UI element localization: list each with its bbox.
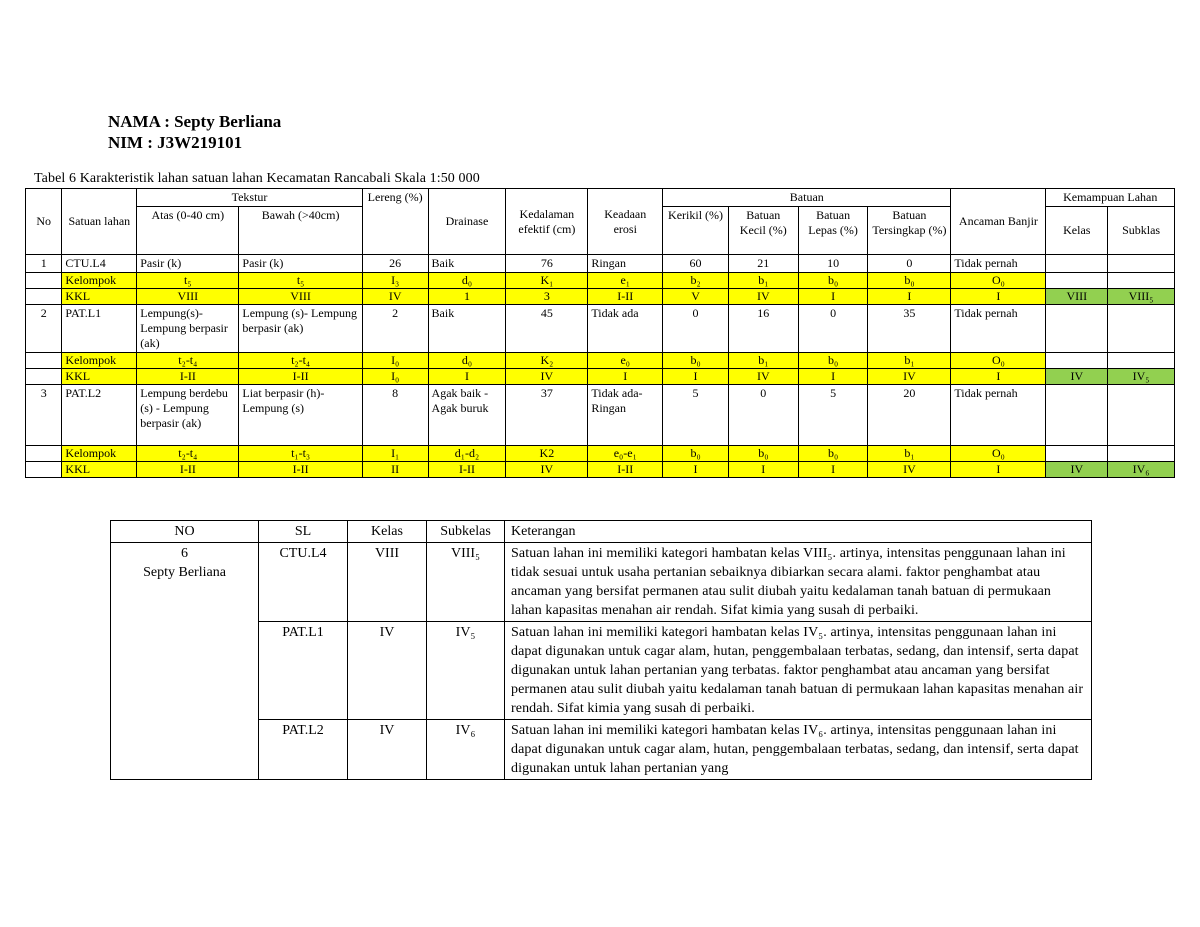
cell-batuan-tersingkap: I bbox=[868, 289, 951, 305]
cell-batuan-lepas: b₀ bbox=[798, 446, 868, 462]
cell-banjir: Tidak pernah bbox=[951, 255, 1046, 273]
header-row-1 bbox=[26, 189, 1175, 207]
cell-erosi: I-II bbox=[588, 462, 663, 478]
cell-kedalaman: K2 bbox=[506, 446, 588, 462]
summary-no: 6 bbox=[181, 546, 188, 561]
cell-kelas bbox=[1046, 446, 1108, 462]
cell-no: 2 bbox=[26, 305, 62, 353]
cell-kerikil: b₂ bbox=[663, 273, 729, 289]
cell-batuan-kecil: b₁ bbox=[728, 353, 798, 369]
cell-drainase: I bbox=[428, 369, 506, 385]
cell-batuan-tersingkap: IV bbox=[868, 369, 951, 385]
cell-keterangan: Satuan lahan ini memiliki kategori hambatan kelas IV₆. artinya, intensitas penggunaan lahan ini dapat digunakan untuk cagar alam, hutan, penggembalaan terbatas, sedang, dan intensif, serta dapat digunakan untuk lahan pertanian yang bbox=[505, 720, 1092, 780]
cell-banjir: Tidak pernah bbox=[951, 385, 1046, 446]
cell-batuan-lepas: b₀ bbox=[798, 273, 868, 289]
cell-batuan-kecil: IV bbox=[728, 289, 798, 305]
cell-drainase: Baik bbox=[428, 305, 506, 353]
cell-sl: PAT.L1 bbox=[259, 622, 348, 720]
cell-subkelas bbox=[1108, 273, 1175, 289]
summary-name: Septy Berliana bbox=[143, 565, 226, 580]
cell-atas: t₅ bbox=[137, 273, 239, 289]
kkl-row bbox=[26, 289, 1175, 305]
student-header bbox=[108, 111, 281, 153]
cell-keterangan: Satuan lahan ini memiliki kategori hambatan kelas VIII₅. artinya, intensitas penggunaan lahan ini tidak sesuai untuk usaha pertanian sebaiknya dibiarkan secara alami. faktor penghambat atau ancaman yang bersifat permanen atau sulit diubah yaitu kedalaman tanah batuan di permukaan lahan kapasitas menahan air rendah. Sifat kimia yang susah di perbaiki. bbox=[505, 543, 1092, 622]
cell-batuan-tersingkap: b₁ bbox=[868, 446, 951, 462]
cell-no bbox=[26, 273, 62, 289]
cell-subkelas bbox=[1108, 255, 1175, 273]
col-header-kerikil: Kerikil (%) bbox=[663, 207, 729, 255]
cell-no bbox=[26, 369, 62, 385]
cell-kedalaman: IV bbox=[506, 369, 588, 385]
cell-batuan-lepas: I bbox=[798, 289, 868, 305]
cell-lereng: I₃ bbox=[362, 273, 428, 289]
cell-drainase: 1 bbox=[428, 289, 506, 305]
cell-kelas bbox=[1046, 353, 1108, 369]
cell-atas: t₂-t₄ bbox=[137, 353, 239, 369]
cell-batuan-tersingkap: 35 bbox=[868, 305, 951, 353]
cell-kerikil: 5 bbox=[663, 385, 729, 446]
col-header-satuan-lahan: Satuan lahan bbox=[62, 189, 137, 255]
cell-erosi: e₀ bbox=[588, 353, 663, 369]
land-characteristics-table bbox=[25, 188, 1175, 478]
cell-atas: VIII bbox=[137, 289, 239, 305]
col-header-batuan: Batuan bbox=[663, 189, 951, 207]
cell-erosi: e₁ bbox=[588, 273, 663, 289]
cell-label: KKL bbox=[62, 369, 137, 385]
cell-batuan-kecil: IV bbox=[728, 369, 798, 385]
cell-atas: I-II bbox=[137, 462, 239, 478]
col-header-banjir: Ancaman Banjir bbox=[951, 189, 1046, 255]
cell-bawah: Pasir (k) bbox=[239, 255, 362, 273]
col-header-drainase: Drainase bbox=[428, 189, 506, 255]
cell-subkelas bbox=[1108, 385, 1175, 446]
cell-drainase: d₀ bbox=[428, 353, 506, 369]
cell-label: Kelompok bbox=[62, 273, 137, 289]
cell-bawah: VIII bbox=[239, 289, 362, 305]
col-header-no: NO bbox=[111, 521, 259, 543]
cell-satuan-lahan: PAT.L1 bbox=[62, 305, 137, 353]
cell-batuan-kecil: 21 bbox=[728, 255, 798, 273]
cell-batuan-kecil: b₁ bbox=[728, 273, 798, 289]
cell-label: KKL bbox=[62, 289, 137, 305]
cell-drainase: Agak baik -Agak buruk bbox=[428, 385, 506, 446]
cell-batuan-tersingkap: b₁ bbox=[868, 353, 951, 369]
kkl-row bbox=[26, 462, 1175, 478]
cell-no: 3 bbox=[26, 385, 62, 446]
col-header-tekstur: Tekstur bbox=[137, 189, 363, 207]
cell-lereng: I₁ bbox=[362, 446, 428, 462]
col-header-bawah: Bawah (>40cm) bbox=[239, 207, 362, 255]
cell-kedalaman: K₁ bbox=[506, 273, 588, 289]
cell-lereng: IV bbox=[362, 289, 428, 305]
cell-subkelas bbox=[1108, 446, 1175, 462]
col-header-no: No bbox=[26, 189, 62, 255]
cell-bawah: Liat berpasir (h)- Lempung (s) bbox=[239, 385, 362, 446]
col-header-subkelas: Subklas bbox=[1108, 207, 1175, 255]
cell-label: Kelompok bbox=[62, 446, 137, 462]
cell-batuan-tersingkap: IV bbox=[868, 462, 951, 478]
student-nim: NIM : J3W219101 bbox=[108, 133, 243, 152]
summary-header-row bbox=[111, 521, 1092, 543]
col-header-kelas: Kelas bbox=[348, 521, 427, 543]
cell-kerikil: b₀ bbox=[663, 446, 729, 462]
cell-kelas bbox=[1046, 385, 1108, 446]
cell-banjir: I bbox=[951, 369, 1046, 385]
cell-bawah: I-II bbox=[239, 369, 362, 385]
cell-bawah: I-II bbox=[239, 462, 362, 478]
cell-kelas: IV bbox=[348, 720, 427, 780]
col-header-sl: SL bbox=[259, 521, 348, 543]
cell-batuan-lepas: 0 bbox=[798, 305, 868, 353]
col-header-kemampuan: Kemampuan Lahan bbox=[1046, 189, 1175, 207]
cell-kelas: VIII bbox=[1046, 289, 1108, 305]
cell-label: KKL bbox=[62, 462, 137, 478]
cell-batuan-lepas: b₀ bbox=[798, 353, 868, 369]
cell-label: Kelompok bbox=[62, 353, 137, 369]
table-row bbox=[26, 255, 1175, 273]
cell-lereng: 26 bbox=[362, 255, 428, 273]
cell-batuan-lepas: I bbox=[798, 462, 868, 478]
col-header-atas: Atas (0-40 cm) bbox=[137, 207, 239, 255]
cell-no bbox=[26, 289, 62, 305]
kelompok-row bbox=[26, 273, 1175, 289]
col-header-lereng: Lereng (%) bbox=[362, 189, 428, 255]
cell-subkelas: VIII₅ bbox=[1108, 289, 1175, 305]
cell-bawah: t₅ bbox=[239, 273, 362, 289]
cell-kerikil: I bbox=[663, 462, 729, 478]
cell-no bbox=[26, 446, 62, 462]
cell-kedalaman: 76 bbox=[506, 255, 588, 273]
cell-kelas bbox=[1046, 305, 1108, 353]
cell-bawah: Lempung (s)- Lempung berpasir (ak) bbox=[239, 305, 362, 353]
cell-drainase: d₀ bbox=[428, 273, 506, 289]
cell-erosi: Tidak ada bbox=[588, 305, 663, 353]
cell-bawah: t₂-t₄ bbox=[239, 353, 362, 369]
table-row bbox=[26, 385, 1175, 446]
cell-drainase: d₁-d₂ bbox=[428, 446, 506, 462]
cell-kedalaman: 45 bbox=[506, 305, 588, 353]
cell-lereng: I₀ bbox=[362, 369, 428, 385]
kkl-row bbox=[26, 369, 1175, 385]
cell-erosi: Tidak ada- Ringan bbox=[588, 385, 663, 446]
cell-lereng: II bbox=[362, 462, 428, 478]
cell-batuan-kecil: I bbox=[728, 462, 798, 478]
cell-batuan-lepas: 5 bbox=[798, 385, 868, 446]
cell-kedalaman: IV bbox=[506, 462, 588, 478]
table-caption: Tabel 6 Karakteristik lahan satuan lahan Kecamatan Rancabali Skala 1:50 000 bbox=[34, 171, 480, 186]
cell-erosi: I-II bbox=[588, 289, 663, 305]
cell-lereng: 8 bbox=[362, 385, 428, 446]
cell-subkelas bbox=[1108, 305, 1175, 353]
cell-atas: I-II bbox=[137, 369, 239, 385]
cell-atas: t₂-t₄ bbox=[137, 446, 239, 462]
cell-bawah: t₁-t₃ bbox=[239, 446, 362, 462]
cell-satuan-lahan: CTU.L4 bbox=[62, 255, 137, 273]
cell-subkelas: IV₅ bbox=[427, 622, 505, 720]
cell-subkelas: IV₆ bbox=[1108, 462, 1175, 478]
cell-banjir: O₀ bbox=[951, 353, 1046, 369]
table-row bbox=[26, 305, 1175, 353]
cell-banjir: O₀ bbox=[951, 273, 1046, 289]
cell-drainase: Baik bbox=[428, 255, 506, 273]
cell-kelas: IV bbox=[348, 622, 427, 720]
cell-kerikil: I bbox=[663, 369, 729, 385]
cell-subkelas bbox=[1108, 353, 1175, 369]
cell-erosi: I bbox=[588, 369, 663, 385]
cell-banjir: O₀ bbox=[951, 446, 1046, 462]
cell-banjir: I bbox=[951, 462, 1046, 478]
cell-kerikil: b₀ bbox=[663, 353, 729, 369]
col-header-batuan-kecil: Batuan Kecil (%) bbox=[728, 207, 798, 255]
col-header-batuan-tersingkap: Batuan Tersingkap (%) bbox=[868, 207, 951, 255]
cell-kedalaman: K₂ bbox=[506, 353, 588, 369]
student-name: NAMA : Septy Berliana bbox=[108, 112, 282, 131]
cell-batuan-tersingkap: b₀ bbox=[868, 273, 951, 289]
cell-lereng: I₀ bbox=[362, 353, 428, 369]
cell-erosi: e₀-e₁ bbox=[588, 446, 663, 462]
cell-batuan-lepas: I bbox=[798, 369, 868, 385]
cell-no bbox=[26, 462, 62, 478]
cell-kelas bbox=[1046, 273, 1108, 289]
kelompok-row bbox=[26, 353, 1175, 369]
cell-kelas bbox=[1046, 255, 1108, 273]
cell-kerikil: 60 bbox=[663, 255, 729, 273]
cell-lereng: 2 bbox=[362, 305, 428, 353]
cell-batuan-lepas: 10 bbox=[798, 255, 868, 273]
capability-summary-table bbox=[110, 520, 1092, 780]
col-header-erosi: Keadaan erosi bbox=[588, 189, 663, 255]
col-header-keterangan: Keterangan bbox=[505, 521, 1092, 543]
cell-batuan-kecil: 0 bbox=[728, 385, 798, 446]
cell-banjir: Tidak pernah bbox=[951, 305, 1046, 353]
cell-batuan-kecil: b₀ bbox=[728, 446, 798, 462]
cell-drainase: I-II bbox=[428, 462, 506, 478]
cell-kerikil: 0 bbox=[663, 305, 729, 353]
cell-batuan-kecil: 16 bbox=[728, 305, 798, 353]
cell-kelas: IV bbox=[1046, 369, 1108, 385]
cell-atas: Pasir (k) bbox=[137, 255, 239, 273]
cell-kedalaman: 37 bbox=[506, 385, 588, 446]
cell-keterangan: Satuan lahan ini memiliki kategori hambatan kelas IV₅. artinya, intensitas penggunaan lahan ini dapat digunakan untuk cagar alam, hutan, penggembalaan terbatas, sedang, dan intensif, serta dapat digunakan untuk lahan pertanian yang terbatas. faktor penghambat atau ancaman yang bersifat permanen atau sulit diubah yaitu kedalaman tanah batuan di permukaan lahan kapasitas menahan air rendah. Sifat kimia yang susah di perbaiki. bbox=[505, 622, 1092, 720]
cell-no bbox=[26, 353, 62, 369]
kelompok-row bbox=[26, 446, 1175, 462]
cell-batuan-tersingkap: 0 bbox=[868, 255, 951, 273]
cell-no: 1 bbox=[26, 255, 62, 273]
cell-banjir: I bbox=[951, 289, 1046, 305]
cell-batuan-tersingkap: 20 bbox=[868, 385, 951, 446]
col-header-kelas: Kelas bbox=[1046, 207, 1108, 255]
cell-atas: Lempung berdebu (s) - Lempung berpasir (ak) bbox=[137, 385, 239, 446]
cell-satuan-lahan: PAT.L2 bbox=[62, 385, 137, 446]
cell-sl: PAT.L2 bbox=[259, 720, 348, 780]
cell-kedalaman: 3 bbox=[506, 289, 588, 305]
summary-row bbox=[111, 720, 1092, 780]
cell-kerikil: V bbox=[663, 289, 729, 305]
cell-erosi: Ringan bbox=[588, 255, 663, 273]
col-header-kedalaman: Kedalaman efektif (cm) bbox=[506, 189, 588, 255]
cell-no-name bbox=[111, 543, 259, 780]
col-header-batuan-lepas: Batuan Lepas (%) bbox=[798, 207, 868, 255]
cell-subkelas: IV₆ bbox=[427, 720, 505, 780]
col-header-subkelas: Subkelas bbox=[427, 521, 505, 543]
cell-sl: CTU.L4 bbox=[259, 543, 348, 622]
summary-row bbox=[111, 543, 1092, 622]
summary-row bbox=[111, 622, 1092, 720]
cell-kelas: IV bbox=[1046, 462, 1108, 478]
cell-subkelas: IV₅ bbox=[1108, 369, 1175, 385]
cell-subkelas: VIII₅ bbox=[427, 543, 505, 622]
cell-kelas: VIII bbox=[348, 543, 427, 622]
cell-atas: Lempung(s)- Lempung berpasir (ak) bbox=[137, 305, 239, 353]
